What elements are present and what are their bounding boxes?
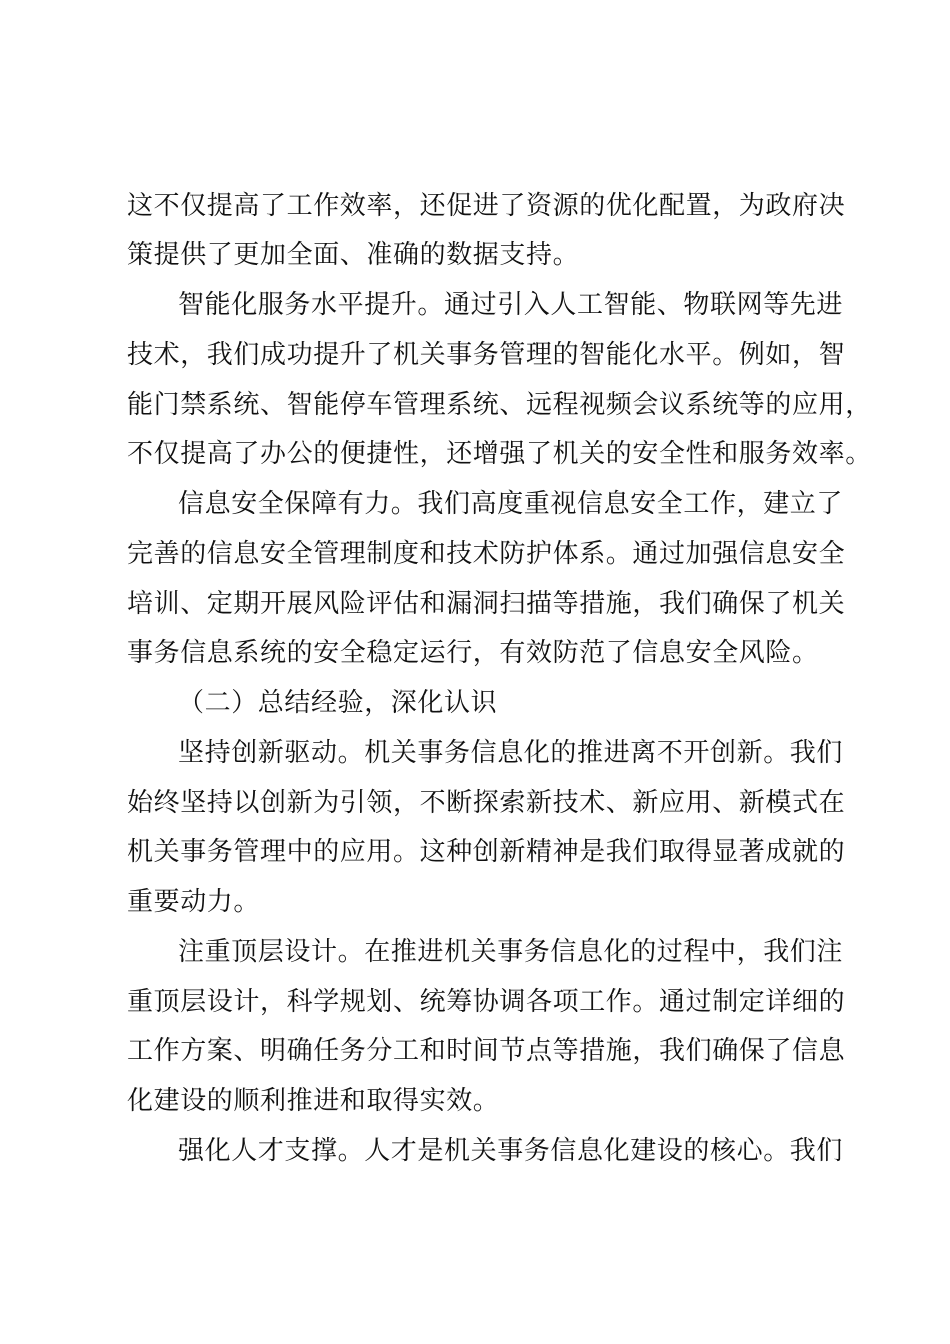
text-line: 培训、定期开展风险评估和漏洞扫描等措施，我们确保了机关 <box>127 589 846 619</box>
text-line: 重要动力。 <box>127 887 261 917</box>
text-line: 策提供了更加全面、准确的数据支持。 <box>127 240 580 270</box>
paragraph-first-line: 智能化服务水平提升。通过引入人工智能、物联网等先进 <box>178 290 844 320</box>
text-line: 工作方案、明确任务分工和时间节点等措施，我们确保了信息 <box>127 1036 846 1066</box>
text-line: 始终坚持以创新为引领，不断探索新技术、新应用、新模式在 <box>127 788 846 818</box>
text-line: 机关事务管理中的应用。这种创新精神是我们取得显著成就的 <box>127 837 846 867</box>
paragraph-first-line: 强化人才支撑。人才是机关事务信息化建设的核心。我们 <box>178 1136 844 1166</box>
text-line: 化建设的顺利推进和取得实效。 <box>127 1086 500 1116</box>
text-line: 技术，我们成功提升了机关事务管理的智能化水平。例如，智 <box>127 340 846 370</box>
text-line: 能门禁系统、智能停车管理系统、远程视频会议系统等的应用， <box>127 390 872 420</box>
text-line: 重顶层设计，科学规划、统筹协调各项工作。通过制定详细的 <box>127 987 846 1017</box>
paragraph-first-line: 信息安全保障有力。我们高度重视信息安全工作，建立了 <box>178 489 844 519</box>
text-line: 事务信息系统的安全稳定运行，有效防范了信息安全风险。 <box>127 638 819 668</box>
text-line: 不仅提高了办公的便捷性，还增强了机关的安全性和服务效率。 <box>127 439 872 469</box>
text-line: 这不仅提高了工作效率，还促进了资源的优化配置，为政府决 <box>127 191 846 221</box>
section-heading: （二）总结经验，深化认识 <box>178 688 498 718</box>
text-line: 完善的信息安全管理制度和技术防护体系。通过加强信息安全 <box>127 539 846 569</box>
paragraph-first-line: 坚持创新驱动。机关事务信息化的推进离不开创新。我们 <box>178 738 844 768</box>
paragraph-first-line: 注重顶层设计。在推进机关事务信息化的过程中，我们注 <box>178 937 844 967</box>
